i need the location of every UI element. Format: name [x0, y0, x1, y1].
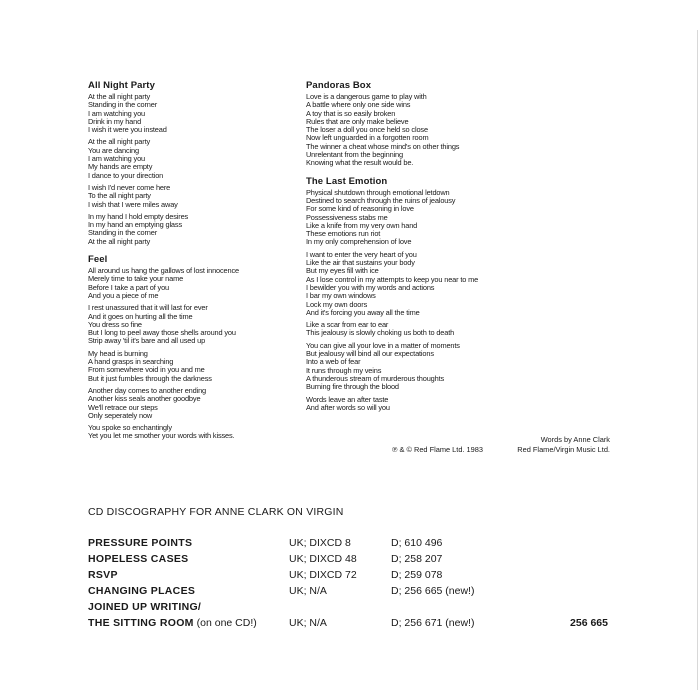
lyric-line: At the all night party — [88, 92, 151, 101]
lyric-line: My hands are empty — [88, 162, 153, 172]
lyric-line: My head is burning — [88, 348, 148, 358]
catalog-code: 256 665 — [570, 617, 608, 629]
lyric-line: It runs through my veins — [306, 365, 382, 375]
lyric-line: Destined to search through the ruins of jealousy — [306, 195, 456, 205]
album-title-text: THE SITTING ROOM — [88, 617, 194, 629]
page-edge-line — [697, 30, 698, 690]
lyric-line: Possessiveness stabs me — [306, 212, 388, 222]
lyric-line: I want to enter the very heart of you — [306, 249, 417, 259]
stanza — [306, 189, 546, 247]
uk-catalog-number: UK; N/A — [289, 617, 327, 629]
lyric-line: Lock my own doors — [306, 299, 368, 309]
lyric-line: Unrelentant from the beginning — [306, 150, 403, 160]
lyric-line: You dress so fine — [88, 319, 142, 329]
lyric-line: As I lose control in my attempts to keep you near to me — [306, 274, 479, 284]
stanza — [88, 93, 293, 134]
german-catalog-number: D; 259 078 — [391, 569, 443, 581]
album-title — [88, 583, 195, 599]
lyric-line: In my only comprehension of love — [306, 237, 412, 247]
song-title: All Night Party — [88, 80, 155, 91]
lyric-line: In my hand an emptying glass — [88, 220, 182, 230]
lyric-line: Drink in my hand — [88, 116, 142, 126]
discography-heading: CD DISCOGRAPHY FOR ANNE CLARK ON VIRGIN — [88, 506, 344, 518]
stanza — [88, 424, 293, 441]
lyrics-column-left — [88, 80, 293, 449]
lyric-line: A thunderous stream of murderous thoughts — [306, 373, 445, 383]
stanza — [306, 342, 546, 392]
uk-catalog-number: UK; DIXCD 48 — [289, 553, 357, 565]
uk-catalog-number: UK; DIXCD 8 — [289, 537, 351, 549]
album-title-text: CHANGING PLACES — [88, 585, 196, 597]
lyric-line: At the all night party — [88, 236, 151, 246]
lyric-line: At the all night party — [88, 137, 151, 147]
album-title-text: JOINED UP WRITING/ — [88, 601, 202, 613]
lyric-line: Rules that are only make believe — [306, 116, 409, 126]
lyric-line: Yet you let me smother your words with kisses. — [88, 431, 235, 441]
discography-row — [88, 583, 608, 599]
lyric-line: But jealousy will bind all our expectations — [306, 349, 434, 359]
lyric-line: I am watching you — [88, 154, 146, 164]
album-title — [88, 615, 257, 631]
lyric-line: You spoke so enchantingly — [88, 423, 172, 433]
lyric-line: But my eyes fill with ice — [306, 266, 379, 276]
stanza — [306, 251, 546, 317]
german-catalog-number: D; 256 665 (new!) — [391, 585, 475, 597]
lyric-line: Strip away 'til it's bare and all used up — [88, 336, 206, 346]
lyric-line: Love is a dangerous game to play with — [306, 92, 427, 101]
lyric-line: Like the air that sustains your body — [306, 258, 415, 268]
lyric-line: Before I take a part of you — [88, 282, 169, 292]
discography-row — [88, 599, 608, 615]
lyric-line: I am watching you — [88, 108, 146, 118]
lyric-line: You can give all your love in a matter of moments — [306, 340, 460, 350]
lyric-line: Standing in the corner — [88, 100, 158, 110]
lyric-line: Merely time to take your name — [88, 274, 184, 284]
lyric-line: The winner a cheat whose mind's on other things — [306, 141, 460, 151]
lyric-line: Burning fire through the blood — [306, 382, 399, 392]
stanza — [88, 138, 293, 179]
lyric-line: But I long to peel away those shells around you — [88, 328, 236, 338]
lyric-line: From somewhere void in you and me — [88, 365, 205, 375]
lyric-line: The loser a doll you once held so close — [306, 125, 428, 135]
song — [88, 80, 293, 246]
german-catalog-number: D; 256 671 (new!) — [391, 617, 475, 629]
lyric-line: This jealousy is slowly choking us both to death — [306, 328, 455, 338]
song — [306, 176, 546, 412]
lyric-line: I wish I'd never come here — [88, 182, 171, 192]
discography-table — [88, 535, 608, 631]
discography-row — [88, 615, 608, 631]
song-title: The Last Emotion — [306, 175, 388, 187]
album-note: (on one CD!) — [193, 617, 257, 629]
lyric-line: Standing in the corner — [88, 228, 158, 238]
lyric-line: And you a piece of me — [88, 290, 159, 300]
lyric-line: Only seperately now — [88, 410, 153, 420]
lyric-line: But it just fumbles through the darkness — [88, 373, 212, 383]
lyric-line: And it's forcing you away all the time — [306, 307, 420, 317]
stanza — [306, 93, 546, 168]
uk-catalog-number: UK; DIXCD 72 — [289, 569, 357, 581]
lyric-line: In my hand I hold empty desires — [88, 211, 189, 221]
lyric-line: Another kiss seals another goodbye — [88, 394, 201, 404]
stanza — [88, 350, 293, 383]
album-title — [88, 567, 118, 583]
german-catalog-number: D; 258 207 — [391, 553, 443, 565]
song-title: Feel — [88, 254, 108, 266]
lyric-line: I bewilder you with my words and actions — [306, 282, 435, 292]
album-title — [88, 599, 201, 615]
lyric-line: Now left unguarded in a forgotten room — [306, 133, 429, 143]
lyric-line: A battle where only one side wins — [306, 100, 411, 110]
album-title — [88, 551, 188, 567]
lyrics-column-right — [306, 80, 546, 420]
copyright-credit: ℗ & © Red Flame Ltd. 1983 — [392, 444, 484, 454]
lyric-line: These emotions run riot — [306, 229, 381, 239]
album-title-text: HOPELESS CASES — [88, 553, 189, 565]
stanza — [88, 213, 293, 246]
lyric-line: I rest unassured that it will last for ever — [88, 303, 208, 313]
song-title: Pandoras Box — [306, 80, 372, 91]
stanza — [88, 184, 293, 209]
album-title-text: PRESSURE POINTS — [88, 537, 193, 549]
uk-catalog-number: UK; N/A — [289, 585, 327, 597]
song — [306, 80, 546, 168]
lyric-line: Into a web of fear — [306, 357, 361, 367]
lyric-line: Like a scar from ear to ear — [306, 320, 389, 330]
credits — [392, 435, 610, 454]
lyric-line: A hand grasps in searching — [88, 357, 174, 367]
lyric-line: And after words so will you — [306, 402, 390, 412]
lyric-line: Like a knife from my very own hand — [306, 220, 418, 230]
lyric-line: I wish it were you instead — [88, 125, 167, 135]
song — [88, 254, 293, 441]
lyric-line: Knowing what the result would be. — [306, 158, 414, 168]
lyric-line: We'll retrace our steps — [88, 402, 158, 412]
lyric-line: A toy that is so easily broken — [306, 108, 396, 118]
lyric-line: All around us hang the gallows of lost innocence — [88, 266, 239, 276]
publisher-credit: Red Flame/Virgin Music Ltd. — [517, 444, 610, 454]
stanza — [306, 321, 546, 338]
lyric-line: I bar my own windows — [306, 291, 376, 301]
lyric-line: I dance to your direction — [88, 170, 164, 180]
lyric-line: Words leave an after taste — [306, 394, 389, 404]
lyric-line: And it goes on hurting all the time — [88, 311, 193, 321]
lyric-line: For some kind of reasoning in love — [306, 204, 414, 214]
discography-row — [88, 551, 608, 567]
lyric-line: I wish that I were miles away — [88, 199, 178, 209]
discography-row — [88, 535, 608, 551]
stanza — [88, 267, 293, 300]
stanza — [88, 304, 293, 345]
lyric-line: To the all night party — [88, 191, 151, 201]
stanza — [306, 396, 546, 413]
album-title-text: RSVP — [88, 569, 118, 581]
lyric-line: Another day comes to another ending — [88, 385, 207, 395]
discography-row — [88, 567, 608, 583]
stanza — [88, 387, 293, 420]
words-by-credit: Words by Anne Clark — [540, 435, 610, 444]
german-catalog-number: D; 610 496 — [391, 537, 443, 549]
lyric-line: Physical shutdown through emotional letdown — [306, 187, 450, 197]
album-title — [88, 535, 192, 551]
lyric-line: You are dancing — [88, 145, 139, 155]
